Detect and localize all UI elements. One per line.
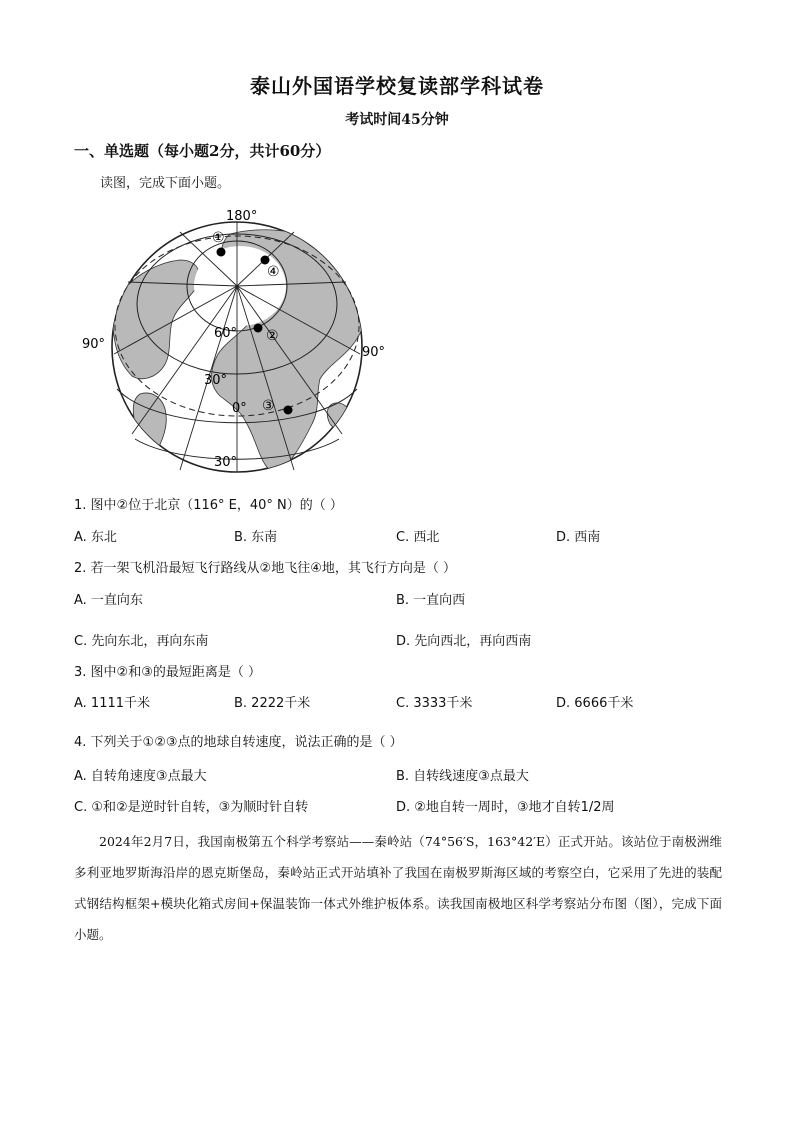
q4-option-c: C. ①和②是逆时针自转，③为顺时针自转 [74, 800, 309, 815]
label-lat30s: 30° [214, 455, 238, 470]
point-2-label: ② [266, 328, 279, 344]
q4-option-b: B. 自转线速度③点最大 [396, 769, 529, 784]
label-equator: 0° [232, 401, 247, 416]
point-1-label: ① [212, 230, 225, 246]
q3-option-a: A. 1111千米 [74, 696, 151, 711]
paper-title: 泰山外国语学校复读部学科试卷 [250, 74, 544, 98]
q4-option-d: D. ②地自转一周时，③地才自转1/2周 [396, 800, 615, 815]
q3-option-d: D. 6666千米 [556, 696, 634, 711]
globe-figure [80, 204, 400, 484]
reading-passage: 2024年2月7日，我国南极第五个科学考察站——秦岭站（74°56′S，163°42′E）正式开站。该站位于南极洲维多利亚地罗斯海沿岸的恩克斯堡岛，秦岭站正式开站填补了我国在南极罗斯海区域的考察空白，它采用了先进的装配式钢结构框架+模块化箱式房间+保温装饰一体式外维护板体系。读我国南极地区科学考察站分布图（图），完成下面小题。 [74, 834, 722, 942]
q3-option-c: C. 3333千米 [396, 696, 473, 711]
point-3-label: ③ [262, 398, 275, 414]
q2-option-b: B. 一直向西 [396, 593, 466, 608]
q1-option-a: A. 东北 [74, 530, 117, 545]
point-2-marker [254, 324, 263, 333]
globe-svg [80, 204, 400, 484]
point-1-marker [217, 248, 226, 257]
q1-option-d: D. 西南 [556, 530, 601, 545]
label-90-right: 90° [362, 345, 386, 360]
point-3-marker [284, 406, 293, 415]
label-180: 180° [226, 209, 258, 224]
q1-option-b: B. 东南 [234, 530, 278, 545]
label-90-left: 90° [82, 337, 106, 352]
question-1-stem: 1. 图中②位于北京（116° E，40° N）的（ ） [74, 498, 343, 513]
label-lat60: 60° [214, 326, 238, 341]
q3-option-b: B. 2222千米 [234, 696, 311, 711]
exam-time: 考试时间45分钟 [345, 112, 449, 128]
q1-option-c: C. 西北 [396, 530, 440, 545]
point-4-label: ④ [267, 264, 280, 280]
section-heading: 一、单选题（每小题2分，共计60分） [74, 142, 331, 160]
q2-option-d: D. 先向西北，再向西南 [396, 634, 532, 649]
question-2-stem: 2. 若一架飞机沿最短飞行路线从②地飞往④地，其飞行方向是（ ） [74, 561, 456, 576]
q2-option-c: C. 先向东北，再向东南 [74, 634, 209, 649]
q2-option-a: A. 一直向东 [74, 593, 143, 608]
label-lat30: 30° [204, 373, 228, 388]
question-3-stem: 3. 图中②和③的最短距离是（ ） [74, 665, 261, 680]
question-4-stem: 4. 下列关于①②③点的地球自转速度，说法正确的是（ ） [74, 735, 403, 750]
q4-option-a: A. 自转角速度③点最大 [74, 769, 207, 784]
section-intro: 读图，完成下面小题。 [100, 176, 231, 191]
